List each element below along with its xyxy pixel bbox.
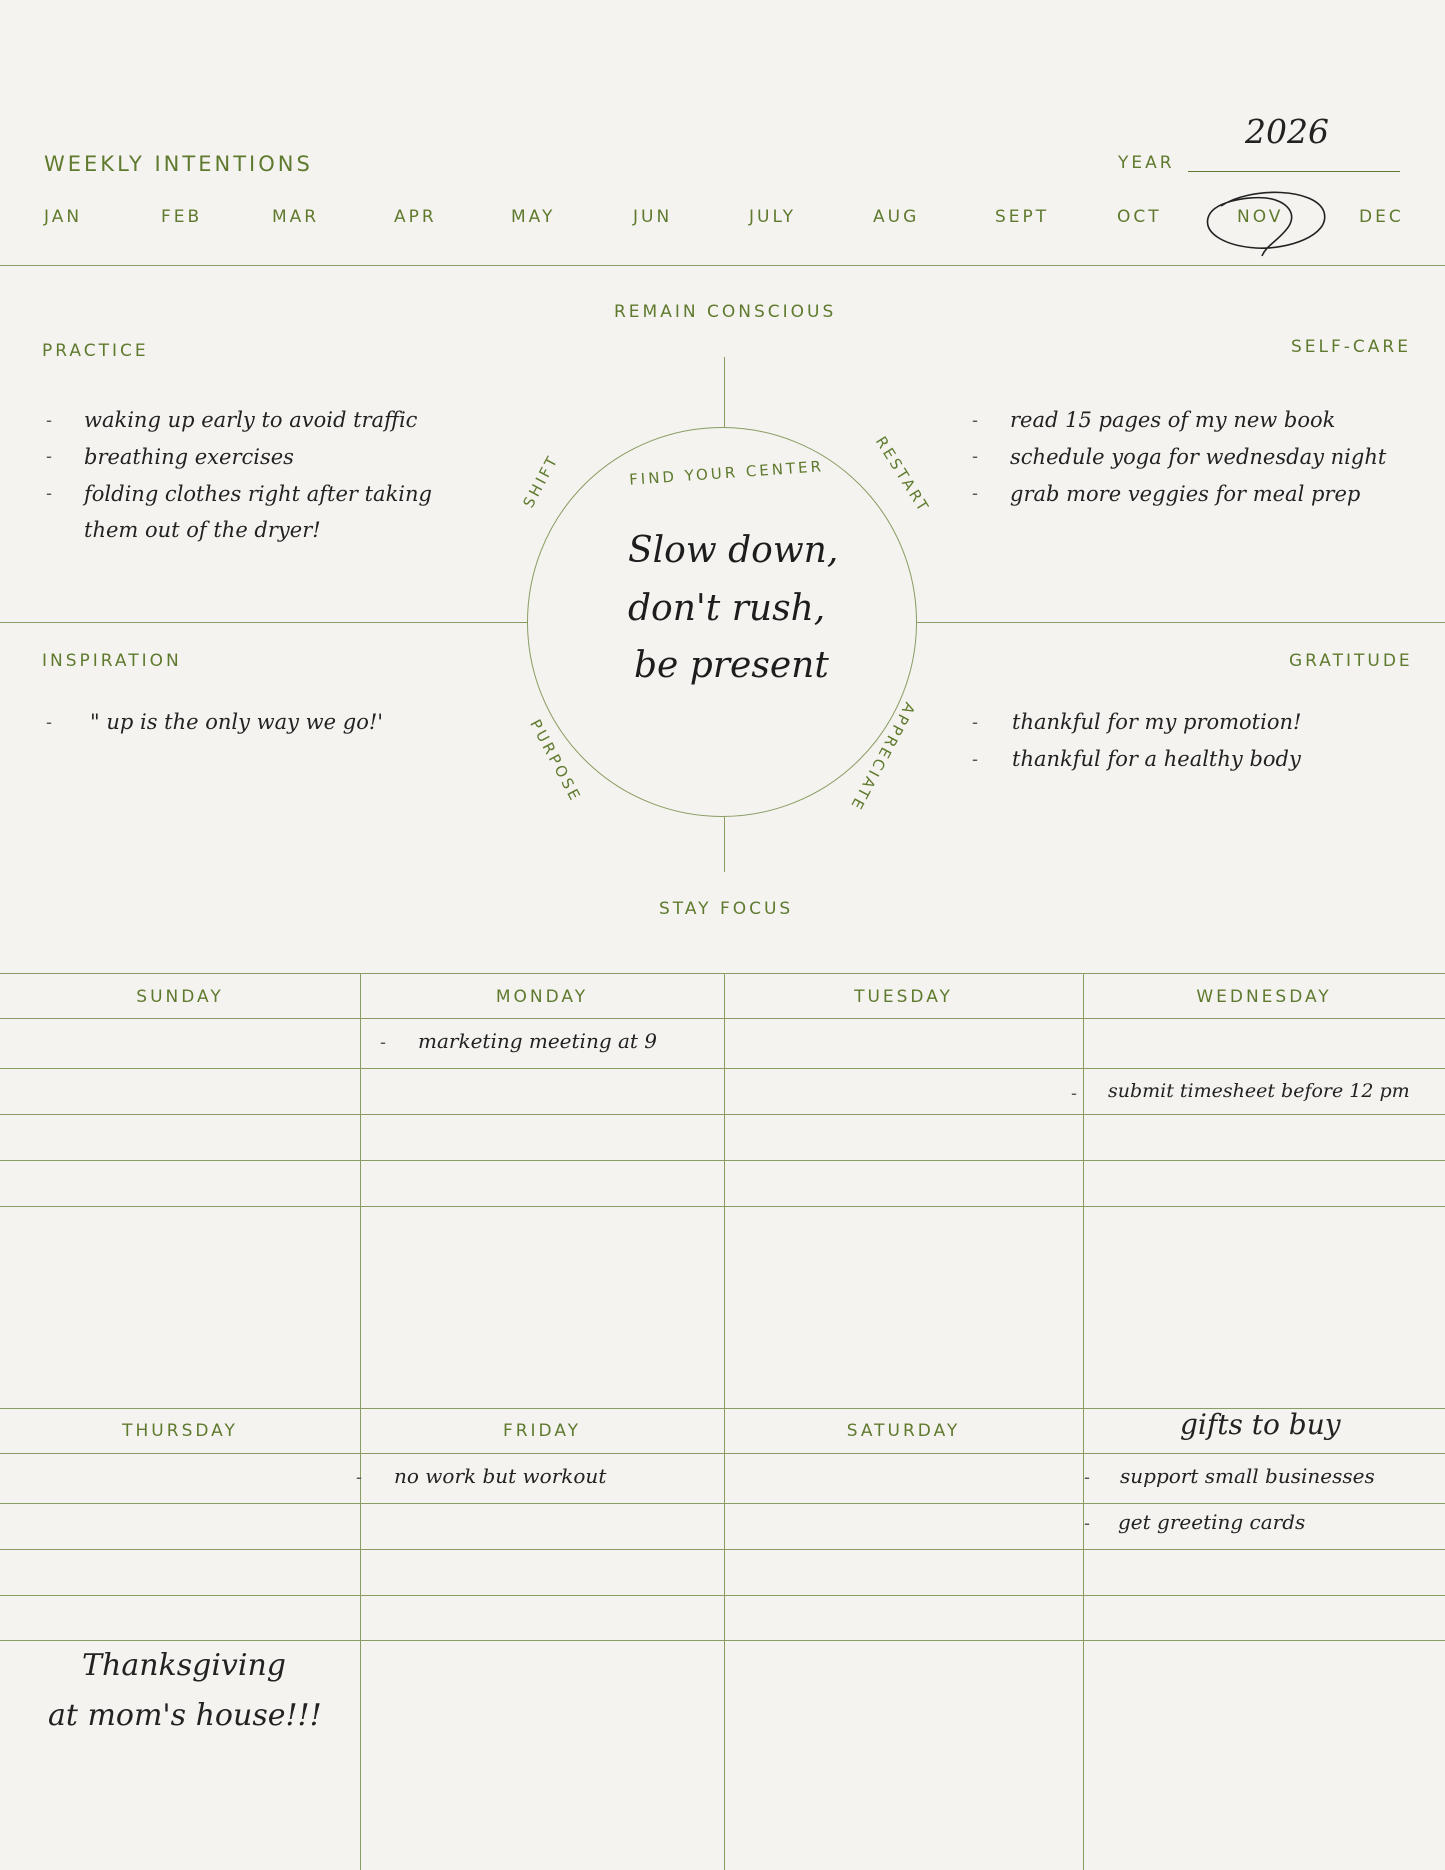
stay-focus-label: STAY FOCUS bbox=[659, 899, 794, 919]
month-sept[interactable]: SEPT bbox=[995, 207, 1050, 227]
bullet-dash: - bbox=[356, 1467, 362, 1487]
gratitude-item-1[interactable]: thankful for my promotion! bbox=[1012, 710, 1302, 734]
week-grid-line bbox=[0, 1595, 1445, 1596]
week-grid-line bbox=[0, 1160, 1445, 1161]
self-care-item-2[interactable]: schedule yoga for wednesday night bbox=[1010, 445, 1387, 469]
day-header-thursday: THURSDAY bbox=[122, 1421, 238, 1441]
bullet-dash: - bbox=[1071, 1083, 1077, 1103]
day-header-tuesday: TUESDAY bbox=[854, 987, 953, 1007]
remain-conscious-label: REMAIN CONSCIOUS bbox=[614, 302, 837, 322]
month-may[interactable]: MAY bbox=[511, 207, 556, 227]
compass-bottom-line bbox=[724, 817, 725, 872]
year-underline bbox=[1188, 171, 1400, 172]
month-oct[interactable]: OCT bbox=[1117, 207, 1162, 227]
monday-note[interactable]: marketing meeting at 9 bbox=[418, 1029, 658, 1053]
gift-item-1[interactable]: support small businesses bbox=[1120, 1464, 1375, 1488]
quote-line-2: don't rush, bbox=[628, 588, 826, 629]
self-care-label: SELF-CARE bbox=[1291, 337, 1411, 357]
bullet-dash: - bbox=[972, 410, 978, 430]
thursday-note-line-1[interactable]: Thanksgiving bbox=[82, 1648, 286, 1683]
year-label: YEAR bbox=[1118, 153, 1175, 173]
month-july[interactable]: JULY bbox=[749, 207, 797, 227]
inspiration-label: INSPIRATION bbox=[42, 651, 182, 671]
week-grid-top-border bbox=[0, 973, 1445, 974]
day-header-friday: FRIDAY bbox=[502, 1421, 582, 1441]
month-aug[interactable]: AUG bbox=[873, 207, 920, 227]
gratitude-item-2[interactable]: thankful for a healthy body bbox=[1012, 747, 1301, 771]
month-feb[interactable]: FEB bbox=[161, 207, 203, 227]
day-header-sunday: SUNDAY bbox=[136, 987, 224, 1007]
day-header-saturday: SATURDAY bbox=[846, 1421, 961, 1441]
week-grid-line bbox=[0, 1018, 1445, 1019]
month-jun[interactable]: JUN bbox=[633, 207, 673, 227]
practice-label: PRACTICE bbox=[42, 341, 149, 361]
month-apr[interactable]: APR bbox=[394, 207, 437, 227]
month-mar[interactable]: MAR bbox=[272, 207, 320, 227]
selected-month-circle-icon bbox=[1196, 184, 1336, 264]
gift-item-2[interactable]: get greeting cards bbox=[1118, 1510, 1306, 1534]
practice-item-3-cont[interactable]: them out of the dryer! bbox=[84, 518, 321, 542]
bullet-dash: - bbox=[972, 712, 978, 732]
gifts-title[interactable]: gifts to buy bbox=[1180, 1408, 1341, 1441]
compass-top-line bbox=[724, 357, 725, 427]
week-grid-line bbox=[0, 1114, 1445, 1115]
bullet-dash: - bbox=[46, 446, 52, 466]
bullet-dash: - bbox=[1084, 1513, 1090, 1533]
quote-line-1: Slow down, bbox=[628, 530, 839, 571]
week-grid-line bbox=[0, 1068, 1445, 1069]
find-your-center-label: FIND YOUR CENTER bbox=[628, 457, 825, 489]
purpose-label: PURPOSE bbox=[526, 716, 586, 806]
year-value[interactable]: 2026 bbox=[1245, 112, 1329, 151]
practice-item-3[interactable]: folding clothes right after taking bbox=[84, 482, 432, 506]
practice-item-2[interactable]: breathing exercises bbox=[84, 445, 294, 469]
practice-item-1[interactable]: waking up early to avoid traffic bbox=[84, 408, 418, 432]
inspiration-item-1[interactable]: " up is the only way we go!' bbox=[90, 710, 384, 734]
gratitude-label: GRATITUDE bbox=[1289, 651, 1413, 671]
week-grid-line bbox=[0, 1549, 1445, 1550]
week-grid-column-divider bbox=[1083, 973, 1084, 1870]
day-header-monday: MONDAY bbox=[495, 987, 589, 1007]
bullet-dash: - bbox=[972, 483, 978, 503]
wednesday-note[interactable]: submit timesheet before 12 pm bbox=[1108, 1080, 1410, 1102]
self-care-item-1[interactable]: read 15 pages of my new book bbox=[1010, 408, 1336, 432]
shift-label: SHIFT bbox=[519, 451, 563, 511]
bullet-dash: - bbox=[1084, 1467, 1090, 1487]
header-divider bbox=[0, 265, 1445, 266]
bullet-dash: - bbox=[46, 410, 52, 430]
bullet-dash: - bbox=[46, 483, 52, 503]
month-jan[interactable]: JAN bbox=[44, 207, 83, 227]
week-grid-line bbox=[0, 1640, 1445, 1641]
page-title: WEEKLY INTENTIONS bbox=[44, 152, 313, 176]
restart-label: RESTART bbox=[871, 433, 934, 517]
thursday-note-line-2[interactable]: at mom's house!!! bbox=[48, 1698, 322, 1733]
appreciate-label: APPRECIATE bbox=[846, 699, 919, 815]
self-care-item-3[interactable]: grab more veggies for meal prep bbox=[1010, 482, 1361, 506]
bullet-dash: - bbox=[972, 749, 978, 769]
bullet-dash: - bbox=[972, 446, 978, 466]
compass-left-line bbox=[0, 622, 527, 623]
week-grid-line bbox=[0, 1206, 1445, 1207]
quote-line-3: be present bbox=[634, 645, 829, 686]
bullet-dash: - bbox=[380, 1032, 386, 1052]
compass-right-line bbox=[917, 622, 1445, 623]
month-nov[interactable]: NOV bbox=[1237, 207, 1284, 227]
bullet-dash: - bbox=[46, 712, 52, 732]
week-grid-line bbox=[0, 1503, 1445, 1504]
day-header-wednesday: WEDNESDAY bbox=[1196, 987, 1332, 1007]
month-dec[interactable]: DEC bbox=[1359, 207, 1404, 227]
friday-note[interactable]: no work but workout bbox=[394, 1464, 607, 1488]
week-grid-line bbox=[0, 1453, 1445, 1454]
